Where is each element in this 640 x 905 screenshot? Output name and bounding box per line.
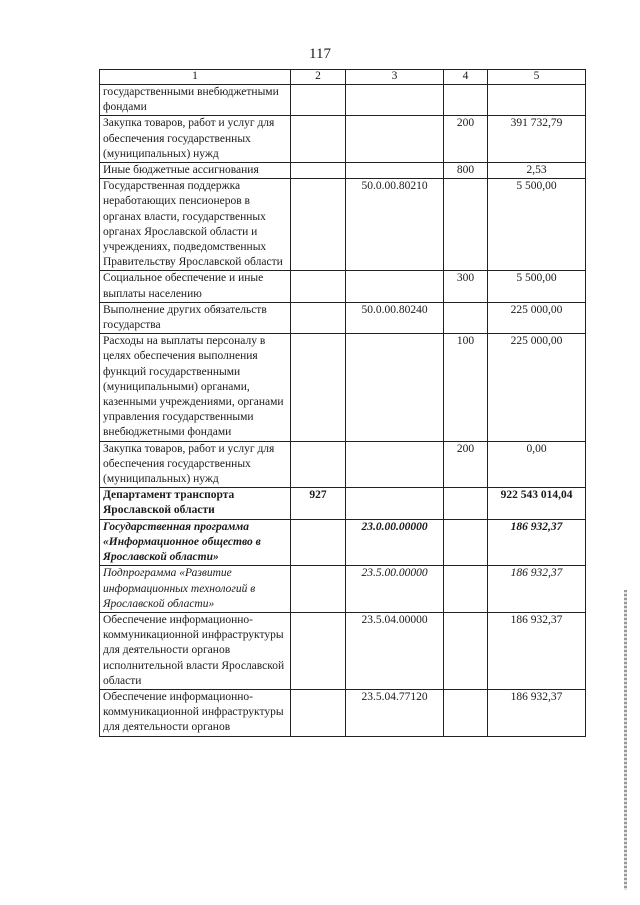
row-amount: 2,53 [488,163,586,179]
row-expense-type [444,612,488,689]
header-col-5: 5 [488,70,586,85]
row-name: Закупка товаров, работ и услуг для обеспечения государственных (муниципальных) нужд [100,441,291,488]
row-amount: 0,00 [488,441,586,488]
row-name: Социальное обеспечение и иные выплаты населению [100,271,291,302]
header-col-3: 3 [346,70,444,85]
row-target-code: 50.0.00.80210 [346,179,444,271]
row-amount: 922 543 014,04 [488,488,586,519]
row-target-code [346,488,444,519]
row-dept-code [291,116,346,163]
header-col-1: 1 [100,70,291,85]
table-row [100,163,586,179]
row-expense-type [444,519,488,566]
table-row [100,566,586,613]
row-expense-type: 200 [444,116,488,163]
row-expense-type [444,85,488,116]
table-row [100,334,586,441]
row-name: Обеспечение информационно-коммуникационной инфраструктуры для деятельности органов исполнительной власти Ярославской области [100,612,291,689]
row-name: Выполнение других обязательств государства [100,302,291,333]
table-row [100,116,586,163]
row-amount: 5 500,00 [488,179,586,271]
row-expense-type [444,689,488,736]
budget-table [99,69,586,737]
row-target-code [346,441,444,488]
row-expense-type [444,566,488,613]
row-name: Иные бюджетные ассигнования [100,163,291,179]
row-dept-code [291,334,346,441]
row-expense-type: 800 [444,163,488,179]
table-row [100,612,586,689]
table-row [100,85,586,116]
row-target-code: 50.0.00.80240 [346,302,444,333]
row-expense-type: 200 [444,441,488,488]
row-target-code: 23.5.00.00000 [346,566,444,613]
header-col-4: 4 [444,70,488,85]
row-expense-type [444,302,488,333]
row-name: Подпрограмма «Развитие информационных технологий в Ярославской области» [100,566,291,613]
table-row [100,271,586,302]
table-row [100,488,586,519]
row-amount: 391 732,79 [488,116,586,163]
row-dept-code [291,85,346,116]
row-target-code: 23.5.04.77120 [346,689,444,736]
row-target-code [346,334,444,441]
row-dept-code [291,689,346,736]
table-row [100,441,586,488]
row-dept-code [291,612,346,689]
table-row [100,302,586,333]
row-amount: 225 000,00 [488,334,586,441]
row-name: государственными внебюджетными фондами [100,85,291,116]
header-row [100,70,586,85]
row-dept-code: 927 [291,488,346,519]
row-amount: 5 500,00 [488,271,586,302]
row-amount [488,85,586,116]
row-amount: 186 932,37 [488,519,586,566]
row-expense-type [444,488,488,519]
row-expense-type: 300 [444,271,488,302]
row-name: Расходы на выплаты персоналу в целях обеспечения выполнения функций государственными (муниципальными) органами, казенными учреждениями, органами управления государственными внебюджетными фондами [100,334,291,441]
row-target-code [346,116,444,163]
row-target-code [346,271,444,302]
row-target-code: 23.5.04.00000 [346,612,444,689]
row-amount: 225 000,00 [488,302,586,333]
row-name: Закупка товаров, работ и услуг для обеспечения государственных (муниципальных) нужд [100,116,291,163]
row-dept-code [291,302,346,333]
row-target-code: 23.0.00.00000 [346,519,444,566]
row-dept-code [291,163,346,179]
row-target-code [346,85,444,116]
table-row [100,179,586,271]
row-amount: 186 932,37 [488,689,586,736]
table-row [100,519,586,566]
row-name: Департамент транспорта Ярославской области [100,488,291,519]
row-dept-code [291,179,346,271]
row-expense-type [444,179,488,271]
row-name: Государственная поддержка неработающих пенсионеров в органах власти, государственных органах Ярославской области и учреждениях, подведомственных Правительству Ярославской области [100,179,291,271]
header-col-2: 2 [291,70,346,85]
row-target-code [346,163,444,179]
row-dept-code [291,271,346,302]
row-dept-code [291,566,346,613]
scan-edge-line [624,590,627,890]
table-row [100,689,586,736]
row-amount: 186 932,37 [488,566,586,613]
row-dept-code [291,519,346,566]
row-name: Обеспечение информационно-коммуникационной инфраструктуры для деятельности органов [100,689,291,736]
row-expense-type: 100 [444,334,488,441]
row-amount: 186 932,37 [488,612,586,689]
row-name: Государственная программа «Информационное общество в Ярославской области» [100,519,291,566]
page-number: 117 [309,46,331,62]
row-dept-code [291,441,346,488]
